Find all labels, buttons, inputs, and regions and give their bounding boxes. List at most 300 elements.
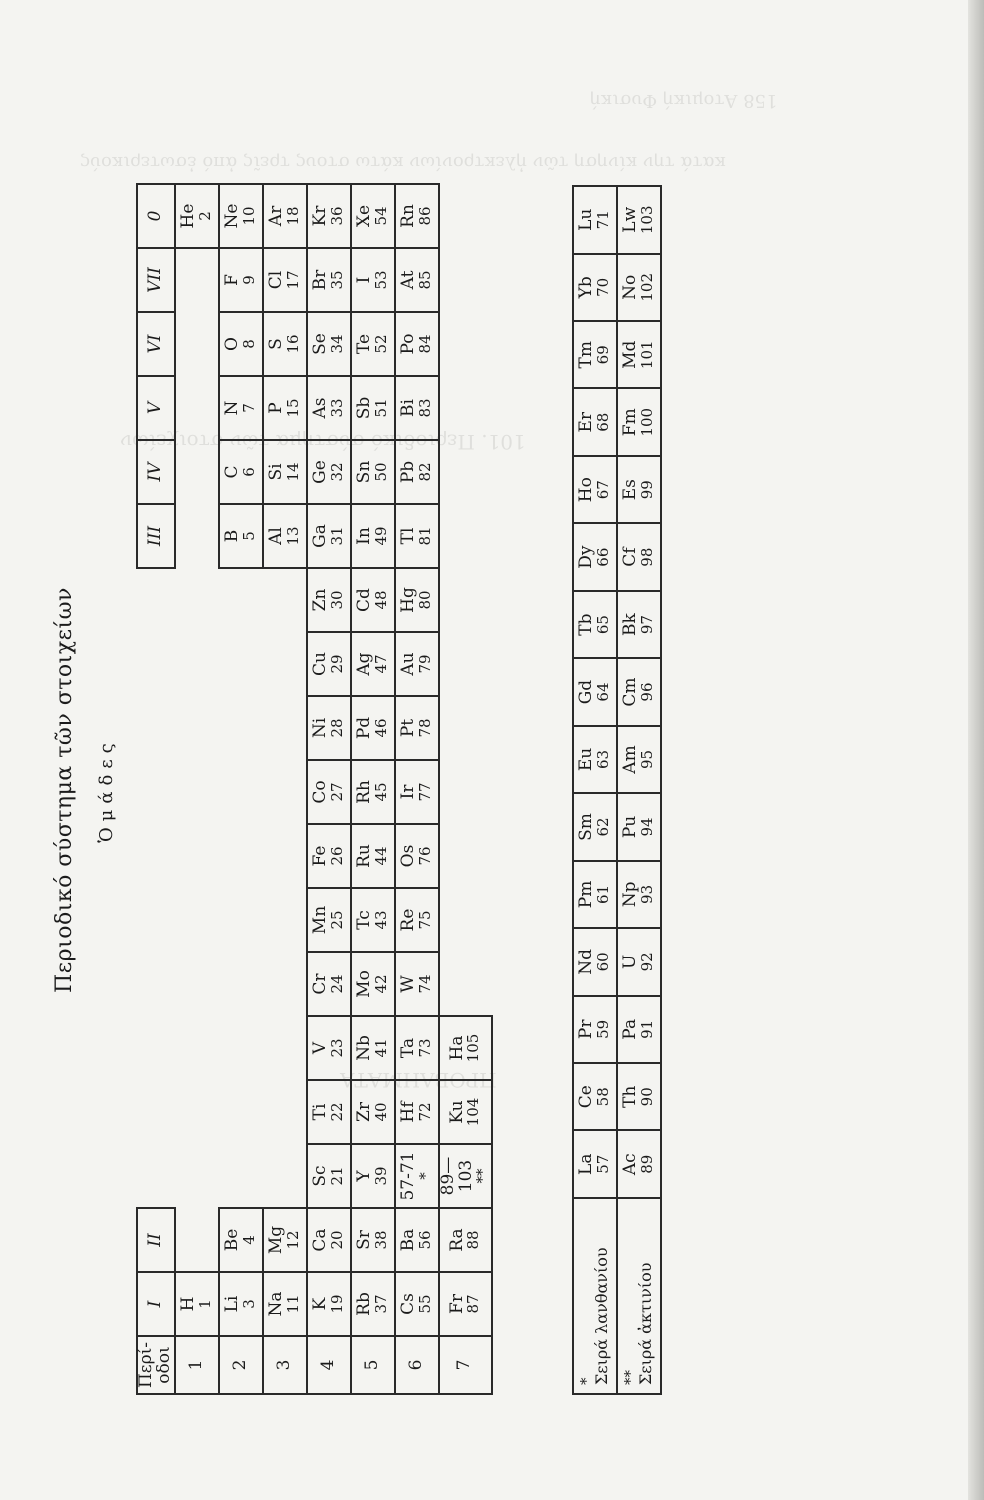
element-symbol: Ca	[309, 1228, 330, 1252]
element-symbol: Mo	[353, 970, 374, 998]
element-symbol: Gd	[576, 679, 597, 705]
element-cell	[573, 1130, 617, 1197]
atomic-number: 41	[371, 1038, 390, 1058]
atomic-number: 28	[327, 718, 346, 738]
atomic-number: 29	[327, 654, 346, 674]
atomic-number: 33	[327, 398, 346, 418]
empty-cell	[263, 568, 307, 632]
element-symbol: S	[265, 338, 286, 350]
element-cell	[307, 760, 351, 824]
group-header: III	[137, 504, 175, 568]
element-cell	[439, 1144, 492, 1208]
element-cell	[617, 928, 661, 995]
element-cell	[351, 952, 395, 1016]
element-symbol: Ho	[576, 477, 597, 503]
atomic-number: 30	[327, 590, 346, 610]
element-symbol: N	[221, 400, 242, 416]
element-symbol: Au	[397, 652, 418, 676]
element-symbol: Lu	[576, 208, 597, 231]
element-symbol: Si	[265, 463, 286, 481]
empty-cell	[219, 632, 263, 696]
element-symbol: P	[265, 402, 286, 414]
empty-cell	[219, 568, 263, 632]
element-symbol: Rn	[397, 204, 418, 228]
element-cell	[351, 824, 395, 888]
element-cell	[219, 1272, 263, 1336]
group-header: 0	[137, 184, 175, 248]
element-symbol: I	[353, 276, 374, 284]
page-edge	[968, 0, 984, 1500]
element-cell	[351, 632, 395, 696]
periodic-table	[136, 183, 493, 1395]
series-label	[573, 1198, 617, 1394]
element-cell	[395, 440, 439, 504]
atomic-number: 15	[283, 398, 302, 418]
group-header: V	[137, 376, 175, 440]
atomic-number: 40	[371, 1102, 390, 1122]
element-cell	[395, 312, 439, 376]
empty-cell	[219, 760, 263, 824]
atomic-number: 4	[239, 1235, 258, 1245]
element-cell	[617, 591, 661, 658]
element-symbol: Ru	[353, 844, 374, 868]
element-cell	[573, 1063, 617, 1130]
atomic-number: 53	[371, 270, 390, 290]
element-symbol: La	[576, 1153, 597, 1175]
element-symbol: Fm	[620, 408, 641, 437]
atomic-number: 78	[415, 718, 434, 738]
element-cell	[395, 568, 439, 632]
atomic-number: 71	[594, 210, 613, 230]
element-symbol: Pd	[353, 716, 374, 740]
atomic-number: 105	[464, 1033, 483, 1063]
element-symbol: Li	[221, 1295, 242, 1313]
atomic-number: 2	[195, 211, 214, 221]
element-cell	[351, 248, 395, 312]
element-cell	[351, 504, 395, 568]
group-header-row	[137, 184, 175, 1394]
empty-cell	[439, 376, 492, 440]
element-cell	[307, 952, 351, 1016]
atomic-number: 26	[327, 846, 346, 866]
element-symbol: Sr	[353, 1230, 374, 1250]
group-header-blank	[137, 1016, 175, 1080]
element-symbol: Es	[620, 479, 641, 501]
element-symbol: B	[221, 529, 242, 543]
element-symbol: Cu	[309, 652, 330, 676]
empty-cell	[439, 184, 492, 248]
element-symbol: He	[177, 203, 198, 229]
atomic-number: 97	[638, 615, 657, 635]
atomic-number: 85	[415, 270, 434, 290]
element-cell	[573, 186, 617, 254]
element-cell	[307, 632, 351, 696]
element-cell	[617, 793, 661, 860]
empty-cell	[175, 504, 219, 568]
element-cell	[395, 376, 439, 440]
element-symbol: Pm	[576, 880, 597, 909]
empty-cell	[263, 888, 307, 952]
period-row	[263, 184, 307, 1394]
element-symbol: O	[221, 337, 242, 351]
period-number: 6	[395, 1336, 439, 1394]
empty-cell	[175, 888, 219, 952]
atomic-number: 32	[327, 462, 346, 482]
atomic-number: 45	[371, 782, 390, 802]
element-symbol: 89—103	[437, 1156, 476, 1196]
element-cell	[573, 996, 617, 1063]
element-cell	[395, 1272, 439, 1336]
element-symbol: Ku	[446, 1100, 467, 1124]
element-cell	[351, 1272, 395, 1336]
empty-cell	[439, 952, 492, 1016]
empty-cell	[175, 824, 219, 888]
element-symbol: Sn	[353, 460, 374, 484]
element-symbol: Zr	[353, 1102, 374, 1122]
atomic-number: 34	[327, 334, 346, 354]
empty-cell	[219, 824, 263, 888]
empty-cell	[263, 824, 307, 888]
atomic-number: 50	[371, 462, 390, 482]
element-symbol: Np	[620, 881, 641, 908]
element-cell	[351, 1080, 395, 1144]
series-label	[617, 1198, 661, 1394]
element-cell	[573, 928, 617, 995]
element-cell	[307, 1144, 351, 1208]
series-name: Σειρά ἀκτινίου	[636, 1262, 656, 1385]
empty-cell	[263, 1016, 307, 1080]
atomic-number: 70	[594, 277, 613, 297]
element-cell	[351, 888, 395, 952]
atomic-number: 54	[371, 206, 390, 226]
series-mark: **	[620, 1370, 639, 1385]
atomic-number: 81	[415, 526, 434, 546]
element-symbol: Tb	[576, 613, 597, 636]
element-cell	[395, 888, 439, 952]
group-header-blank	[137, 696, 175, 760]
element-cell	[395, 952, 439, 1016]
element-cell	[439, 1208, 492, 1272]
element-cell	[307, 312, 351, 376]
element-symbol: Cs	[397, 1293, 418, 1315]
empty-cell	[439, 248, 492, 312]
element-symbol: Cd	[353, 588, 374, 612]
group-header: VI	[137, 312, 175, 376]
element-symbol: Al	[265, 527, 286, 545]
atomic-number: 1	[195, 1299, 214, 1309]
element-cell	[219, 376, 263, 440]
element-symbol: Am	[620, 745, 641, 774]
atomic-number: 96	[638, 682, 657, 702]
element-cell	[573, 523, 617, 590]
element-cell	[395, 1144, 439, 1208]
atomic-number: 12	[283, 1230, 302, 1250]
element-symbol: Lw	[620, 206, 641, 233]
atomic-number: 10	[239, 206, 258, 226]
empty-cell	[175, 1144, 219, 1208]
atomic-number: 20	[327, 1230, 346, 1250]
element-symbol: Pr	[576, 1019, 597, 1040]
atomic-number: 31	[327, 526, 346, 546]
atomic-number: 37	[371, 1294, 390, 1314]
element-cell	[395, 824, 439, 888]
atomic-number: 95	[638, 749, 657, 770]
table-title: Περιοδικό σύστημα τῶν στοιχείων	[52, 587, 77, 993]
atomic-number: 66	[594, 547, 613, 567]
empty-cell	[263, 1080, 307, 1144]
element-symbol: Th	[620, 1085, 641, 1108]
atomic-number: 19	[327, 1294, 346, 1314]
atomic-number: 94	[638, 817, 657, 837]
element-symbol: Cf	[620, 547, 641, 567]
element-cell	[351, 440, 395, 504]
element-cell	[263, 504, 307, 568]
element-cell	[617, 996, 661, 1063]
empty-cell	[439, 824, 492, 888]
element-cell	[351, 760, 395, 824]
empty-cell	[439, 312, 492, 376]
rotated-periodic-table	[52, 185, 742, 1395]
element-symbol: Ga	[309, 524, 330, 548]
series-mark: *	[576, 1377, 595, 1385]
period-row	[351, 184, 395, 1394]
atomic-number: 6	[239, 467, 258, 477]
element-cell	[263, 1272, 307, 1336]
atomic-number: 67	[594, 480, 613, 500]
element-symbol: Ge	[309, 460, 330, 484]
element-symbol: Fr	[446, 1294, 467, 1314]
element-cell	[573, 456, 617, 523]
element-symbol: Tm	[576, 341, 597, 369]
element-symbol: Ba	[397, 1228, 418, 1252]
element-cell	[617, 456, 661, 523]
element-cell	[617, 1063, 661, 1130]
empty-cell	[263, 632, 307, 696]
empty-cell	[439, 888, 492, 952]
period-row	[175, 184, 219, 1394]
element-symbol: Nd	[576, 948, 597, 975]
empty-cell	[263, 696, 307, 760]
element-symbol: Co	[309, 780, 330, 804]
element-symbol: Ha	[446, 1035, 467, 1061]
empty-cell	[175, 568, 219, 632]
element-cell	[395, 760, 439, 824]
empty-cell	[175, 1208, 219, 1272]
atomic-number: 51	[371, 398, 390, 418]
atomic-number: 16	[283, 334, 302, 354]
atomic-number: 76	[415, 846, 434, 866]
element-cell	[307, 1080, 351, 1144]
element-symbol: Sm	[576, 813, 597, 841]
atomic-number: 7	[239, 403, 258, 413]
element-symbol: Sb	[353, 396, 374, 420]
element-symbol: Rh	[353, 780, 374, 804]
element-symbol: Bi	[397, 399, 418, 417]
element-cell	[395, 632, 439, 696]
element-symbol: H	[177, 1296, 198, 1312]
atomic-number: 43	[371, 910, 390, 930]
empty-cell	[439, 504, 492, 568]
atomic-number: 27	[327, 782, 346, 802]
atomic-number: 82	[415, 462, 434, 482]
empty-cell	[439, 440, 492, 504]
empty-cell	[175, 248, 219, 312]
atomic-number: 22	[327, 1102, 346, 1122]
period-number: 5	[351, 1336, 395, 1394]
element-cell	[617, 389, 661, 456]
atomic-number: 46	[371, 718, 390, 738]
atomic-number: 80	[415, 590, 434, 610]
element-symbol: Hg	[397, 587, 418, 613]
empty-cell	[175, 1016, 219, 1080]
element-cell	[351, 1208, 395, 1272]
group-header-blank	[137, 888, 175, 952]
element-symbol: Te	[353, 333, 374, 355]
element-symbol: Cm	[620, 677, 641, 707]
element-cell	[175, 1272, 219, 1336]
element-symbol: Ag	[353, 652, 374, 676]
element-cell	[219, 1208, 263, 1272]
empty-cell	[175, 632, 219, 696]
element-cell	[439, 1272, 492, 1336]
atomic-number: 104	[464, 1097, 483, 1127]
period-number: 3	[263, 1336, 307, 1394]
element-symbol: Dy	[576, 545, 597, 569]
atomic-number: 17	[283, 270, 302, 290]
atomic-number: 8	[239, 339, 258, 349]
element-cell	[617, 254, 661, 321]
element-cell	[617, 726, 661, 793]
group-header-blank	[137, 1144, 175, 1208]
atomic-number: 64	[594, 682, 613, 702]
element-symbol: Fe	[309, 845, 330, 867]
element-cell	[395, 1208, 439, 1272]
element-symbol: Ti	[309, 1103, 330, 1121]
element-cell	[263, 184, 307, 248]
atomic-number: 100	[638, 407, 657, 437]
element-symbol: C	[221, 465, 242, 479]
element-cell	[307, 504, 351, 568]
element-cell	[307, 1272, 351, 1336]
atomic-number: 9	[239, 275, 258, 285]
atomic-number: 58	[594, 1087, 613, 1107]
atomic-number: 63	[594, 749, 613, 770]
group-header: II	[137, 1208, 175, 1272]
element-cell	[219, 312, 263, 376]
group-header-blank	[137, 824, 175, 888]
element-symbol: Pb	[397, 460, 418, 484]
group-header-blank	[137, 568, 175, 632]
atomic-number: 61	[594, 884, 613, 904]
element-symbol: W	[397, 975, 418, 993]
period-number: 2	[219, 1336, 263, 1394]
element-symbol: Mn	[309, 905, 330, 935]
element-cell	[219, 248, 263, 312]
bleed-through-header: 158 Ατομική Φυσική	[590, 90, 778, 111]
element-cell	[263, 1208, 307, 1272]
element-cell	[573, 254, 617, 321]
element-cell	[219, 504, 263, 568]
atomic-number: 18	[283, 206, 302, 226]
element-symbol: Se	[309, 333, 330, 355]
atomic-number: 101	[638, 340, 657, 370]
element-cell	[219, 440, 263, 504]
element-cell	[395, 504, 439, 568]
element-symbol: 57-71	[397, 1151, 418, 1201]
bleed-through-section: 101. Περιοδικό σύστημα τῶν στοιχείων	[120, 430, 526, 454]
element-cell	[617, 523, 661, 590]
atomic-number: 92	[638, 952, 657, 972]
element-symbol: Er	[576, 411, 597, 433]
atomic-number: 49	[371, 526, 390, 546]
element-cell	[617, 1130, 661, 1197]
element-cell	[573, 321, 617, 388]
lanthanides-row	[573, 186, 617, 1394]
atomic-number: 25	[327, 910, 346, 930]
atomic-number: 11	[283, 1294, 302, 1314]
element-symbol: Be	[221, 1228, 242, 1252]
element-symbol: Re	[397, 908, 418, 932]
element-symbol: Tc	[353, 910, 374, 930]
lanthanide-actinide-table	[572, 185, 662, 1395]
atomic-number: 91	[638, 1019, 657, 1039]
element-cell	[573, 658, 617, 725]
atomic-number: 103	[638, 205, 657, 235]
element-cell	[307, 184, 351, 248]
empty-cell	[439, 696, 492, 760]
element-cell	[351, 568, 395, 632]
element-symbol: Md	[620, 340, 641, 369]
element-cell	[351, 1016, 395, 1080]
empty-cell	[219, 952, 263, 1016]
atomic-number: 74	[415, 974, 434, 994]
element-symbol: Xe	[353, 204, 374, 228]
period-header: Περί-οδοι	[137, 1336, 175, 1394]
atomic-number: 48	[371, 590, 390, 610]
period-row	[439, 184, 492, 1394]
atomic-number: 55	[415, 1294, 434, 1314]
empty-cell	[219, 1016, 263, 1080]
element-cell	[395, 248, 439, 312]
group-header: IV	[137, 440, 175, 504]
element-symbol: Pu	[620, 815, 641, 839]
group-header-blank	[137, 1080, 175, 1144]
element-cell	[351, 312, 395, 376]
element-symbol: Sc	[309, 1165, 330, 1187]
element-cell	[439, 1016, 492, 1080]
element-symbol: Po	[397, 333, 418, 355]
atomic-number: 79	[415, 654, 434, 674]
element-symbol: Pa	[620, 1018, 641, 1040]
element-symbol: As	[309, 397, 330, 419]
element-cell	[263, 312, 307, 376]
element-symbol: K	[309, 1297, 330, 1311]
period-row	[395, 184, 439, 1394]
element-cell	[617, 186, 661, 254]
atomic-number: 23	[327, 1038, 346, 1058]
element-symbol: Ta	[397, 1037, 418, 1059]
element-cell	[573, 861, 617, 928]
atomic-number: 69	[594, 345, 613, 365]
element-symbol: Ar	[265, 205, 286, 227]
element-cell	[263, 376, 307, 440]
atomic-number: 83	[415, 398, 434, 418]
empty-cell	[439, 760, 492, 824]
empty-cell	[263, 952, 307, 1016]
element-symbol: V	[309, 1041, 330, 1055]
empty-cell	[219, 888, 263, 952]
atomic-number: **	[473, 1168, 492, 1184]
